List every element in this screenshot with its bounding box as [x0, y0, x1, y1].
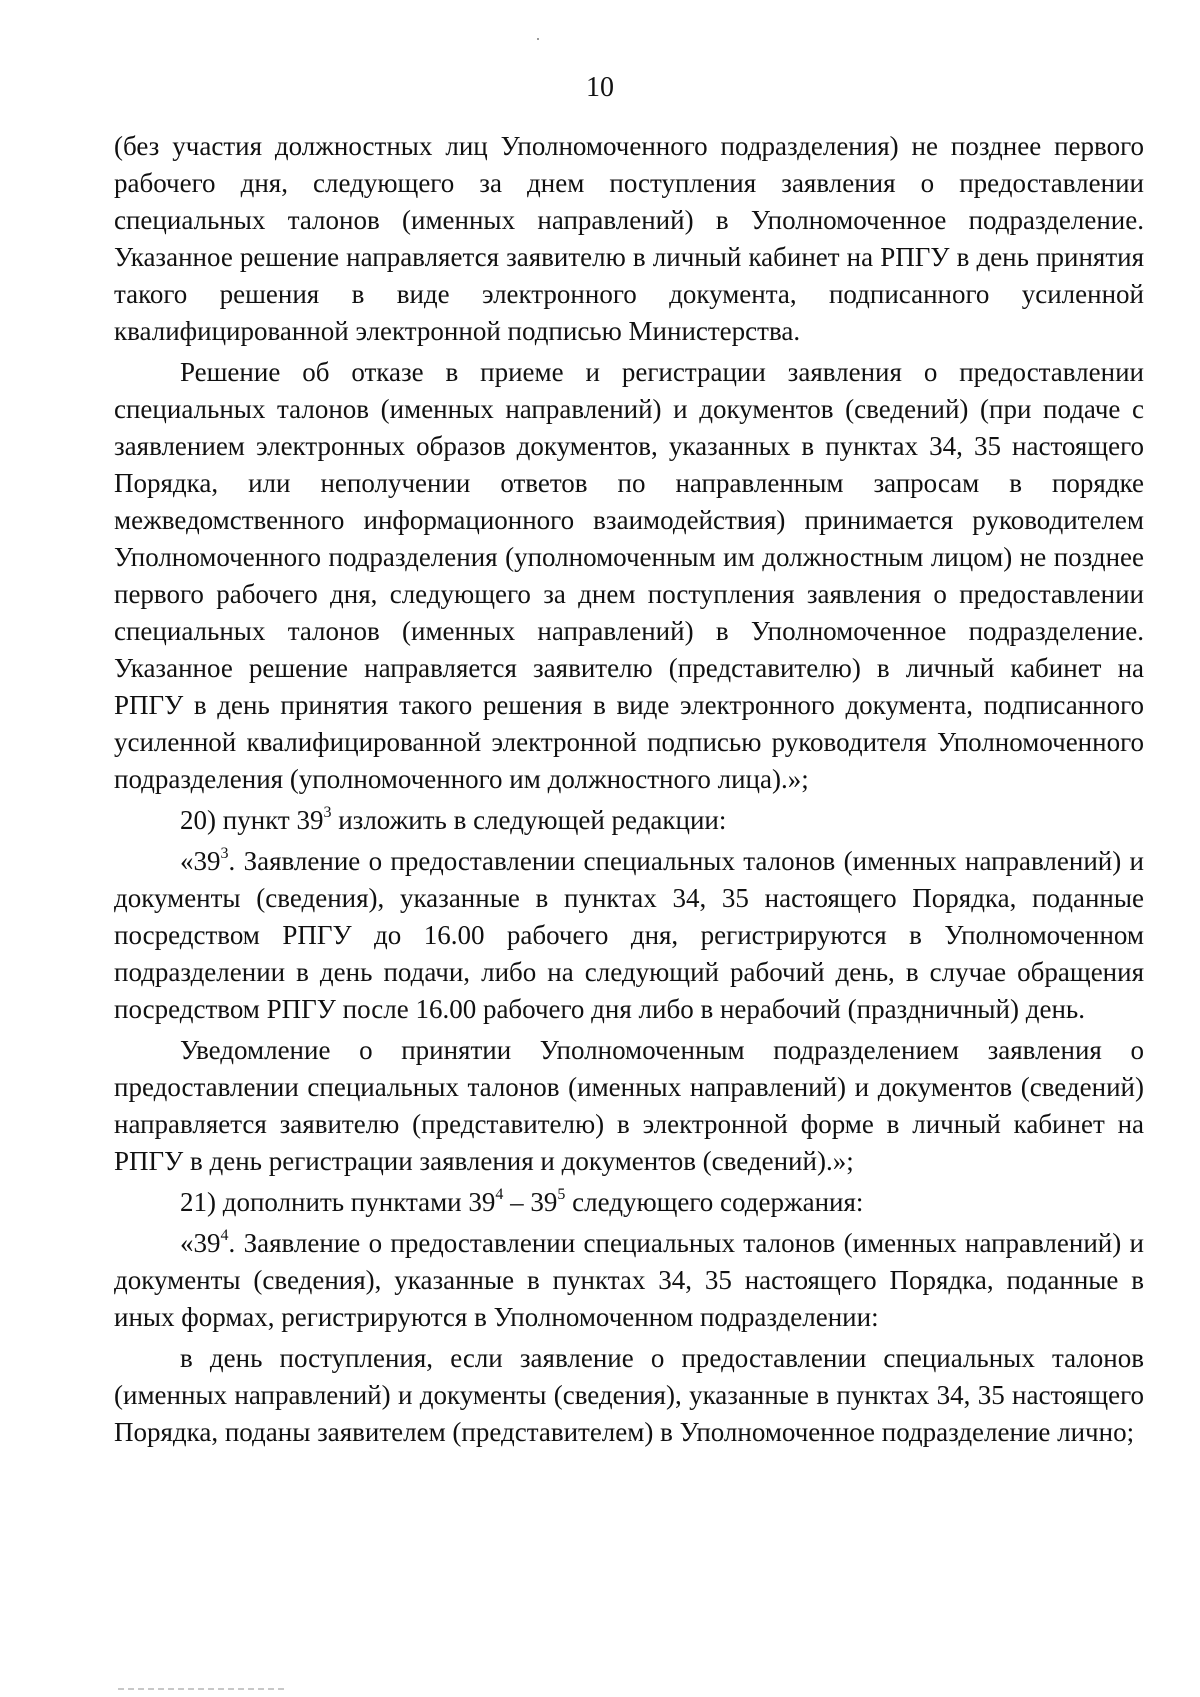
- clause-39-4-text-end: . Заявление о предоставлении специальных талонов (именных направлений) и документы (сведения), указанные в пунктах 34, 35 настоящего Порядка, поданные в иных формах, регистрируются в Уполномоченном подразделении:: [114, 1228, 1144, 1332]
- item-21-superscript-first: 4: [495, 1186, 504, 1203]
- paragraph-clause-39-4: [114, 1225, 1144, 1336]
- paragraph-clause-39-3: [114, 843, 1144, 1028]
- paragraph-refusal-decision: Решение об отказе в приеме и регистрации заявления о предоставлении специальных талонов (именных направлений) и документов (сведений) (при подаче с заявлением электронных образов документов, указанных в пунктах 34, 35 настоящего Порядка, или неполучении ответов по направленным запросам в порядке межведомственного информационного взаимодействия) принимается руководителем Уполномоченного подразделения (уполномоченным им должностным лицом) не позднее первого рабочего дня, следующего за днем поступления заявления о предоставлении специальных талонов (именных направлений) в Уполномоченное подразделение. Указанное решение направляется заявителю (представителю) в личный кабинет на РПГУ в день принятия такого решения в виде электронного документа, подписанного усиленной квалифицированной электронной подписью руководителя Уполномоченного подразделения (уполномоченного им должностного лица).»;: [114, 357, 1144, 794]
- paragraph-item-21: [114, 1184, 1144, 1221]
- clause-39-3-text-end: . Заявление о предоставлении специальных талонов (именных направлений) и документы (сведения), указанные в пунктах 34, 35 настоящего Порядка, поданные посредством РПГУ до 16.00 рабочего дня, регистрируются в Уполномоченном подразделении в день подачи, либо на следующий рабочий день, в случае обращения посредством РПГУ после 16.00 рабочего дня либо в нерабочий (праздничный) день.: [114, 846, 1144, 1024]
- clause-39-4-text-start: «39: [180, 1228, 221, 1258]
- item-21-text-middle: – 39: [503, 1187, 558, 1217]
- paragraph-in-person-submission: в день поступления, если заявление о предоставлении специальных талонов (именных направлений) и документы (сведения), указанные в пунктах 34, 35 настоящего Порядка, поданы заявителем (представителем) в Уполномоченное подразделение лично;: [114, 1343, 1144, 1447]
- document-body: [114, 128, 1144, 1455]
- item-21-text-start: 21) дополнить пунктами 39: [180, 1187, 496, 1217]
- scan-mark-top: [537, 38, 539, 40]
- page-number: 10: [586, 72, 614, 103]
- paragraph-continuation: (без участия должностных лиц Уполномоченного подразделения) не позднее первого рабочего дня, следующего за днем поступления заявления о предоставлении специальных талонов (именных направлений) в Уполномоченное подразделение. Указанное решение направляется заявителю в личный кабинет на РПГУ в день принятия такого решения в виде электронного документа, подписанного усиленной квалифицированной электронной подписью Министерства.: [114, 131, 1144, 346]
- item-21-superscript-second: 5: [557, 1186, 566, 1203]
- paragraph-notification: Уведомление о принятии Уполномоченным подразделением заявления о предоставлении специальных талонов (именных направлений) и документов (сведений) направляется заявителю (представителю) в электронной форме в личный кабинет на РПГУ в день регистрации заявления и документов (сведений).»;: [114, 1035, 1144, 1176]
- item-21-text-end: следующего содержания:: [565, 1187, 864, 1217]
- scan-mark-bottom: [118, 1688, 288, 1690]
- item-20-superscript: 3: [323, 804, 332, 821]
- paragraph-item-20: [114, 802, 1144, 839]
- clause-39-3-text-start: «39: [180, 846, 221, 876]
- item-20-text-start: 20) пункт 39: [180, 805, 324, 835]
- clause-39-3-superscript: 3: [220, 845, 229, 862]
- item-20-text-end: изложить в следующей редакции:: [331, 805, 727, 835]
- clause-39-4-superscript: 4: [220, 1227, 229, 1244]
